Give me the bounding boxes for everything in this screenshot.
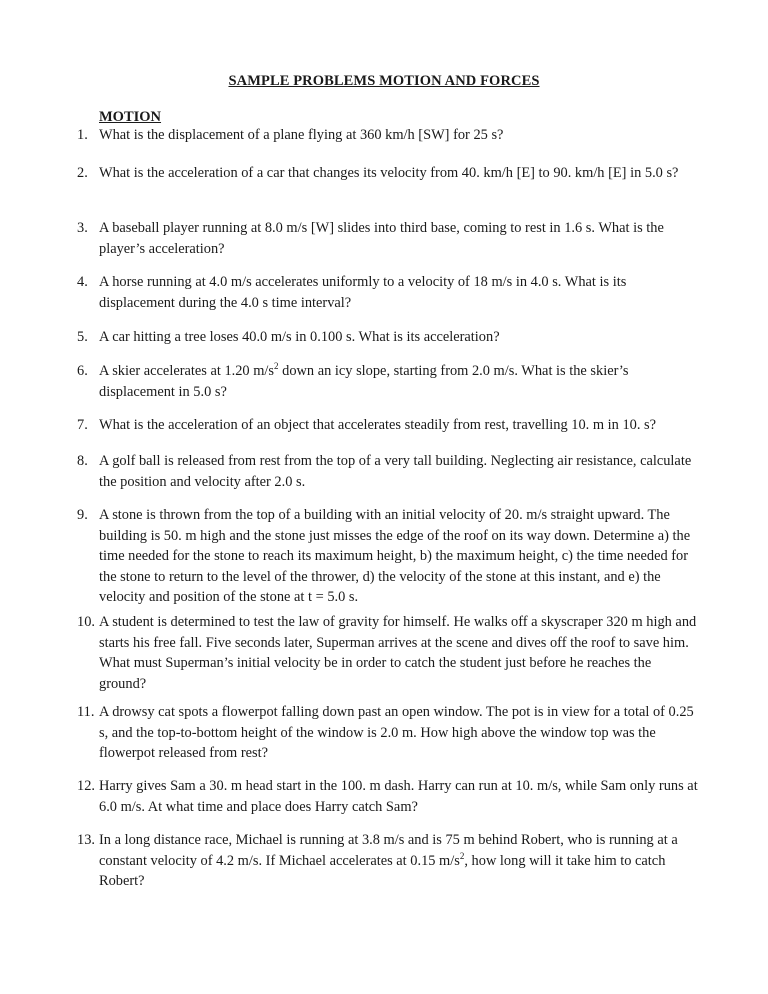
problem-text: A baseball player running at 8.0 m/s [W] slides into third base, coming to rest in 1.6 s. What is the player’s acceleration? [99, 220, 664, 257]
problem-number: 11. [77, 704, 95, 720]
problem-5 [77, 327, 699, 348]
problem-3 [77, 218, 699, 259]
problem-number: 7. [77, 417, 88, 433]
problem-text: Harry gives Sam a 30. m head start in the 100. m dash. Harry can run at 10. m/s, while Sam only runs at 6.0 m/s. At what time and place does Harry catch Sam? [99, 778, 698, 815]
problem-12 [77, 776, 699, 817]
problem-number: 13. [77, 832, 95, 848]
problem-9 [77, 505, 699, 608]
problem-text: A horse running at 4.0 m/s accelerates uniformly to a velocity of 18 m/s in 4.0 s. What is its displacement during the 4.0 s time interval? [99, 274, 627, 311]
problem-text: A drowsy cat spots a flowerpot falling down past an open window. The pot is in view for a total of 0.25 s, and the top-to-bottom height of the window is 2.0 m. How high above the window top was the flowerpot released from rest? [99, 704, 694, 761]
problem-text [99, 361, 699, 402]
problem-number: 4. [77, 274, 88, 290]
problem-7 [77, 415, 699, 436]
problem-text-part: In a long distance race, Michael is running at 3.8 m/s and is 75 m behind Robert, who is running at a constant velocity of 4.2 m/s. If Michael accelerates at 0.15 m/s [99, 832, 678, 869]
problem-13 [77, 830, 699, 892]
problem-number: 12. [77, 778, 95, 794]
problem-text: What is the acceleration of an object that accelerates steadily from rest, travelling 10. m in 10. s? [99, 417, 657, 433]
document-title: SAMPLE PROBLEMS MOTION AND FORCES [228, 73, 540, 89]
problem-11 [77, 702, 699, 764]
problem-2 [77, 163, 699, 184]
problem-number: 5. [77, 329, 88, 345]
problem-text-part: A skier accelerates at 1.20 m/s [99, 363, 275, 379]
problem-text: What is the displacement of a plane flying at 360 km/h [SW] for 25 s? [99, 127, 504, 143]
problem-10 [77, 612, 699, 694]
problem-text-part: , how long will it take him to catch Robert? [99, 852, 666, 889]
problem-number: 9. [77, 507, 88, 523]
problem-number: 1. [77, 127, 88, 143]
section-heading-motion: MOTION [99, 109, 162, 125]
problem-text [99, 830, 699, 892]
problem-text: A student is determined to test the law of gravity for himself. He walks off a skyscraper 320 m high and starts his free fall. Five seconds later, Superman arrives at the scene and dives off the roof to save him. What must Superman’s initial velocity be in order to catch the student just before he reaches the ground? [99, 614, 697, 692]
problem-4 [77, 272, 699, 313]
problem-text: What is the acceleration of a car that changes its velocity from 40. km/h [E] to 90. km/h [E] in 5.0 s? [99, 165, 679, 181]
problem-number: 2. [77, 165, 88, 181]
problem-text: A golf ball is released from rest from the top of a very tall building. Neglecting air resistance, calculate the position and velocity after 2.0 s. [99, 453, 692, 490]
problem-number: 10. [77, 614, 95, 630]
problem-1 [77, 125, 699, 146]
superscript-exponent: 2 [274, 361, 279, 372]
problem-number: 3. [77, 220, 88, 236]
problem-6 [77, 361, 699, 402]
superscript-exponent: 2 [459, 850, 465, 861]
problem-text: A stone is thrown from the top of a building with an initial velocity of 20. m/s straight upward. The building is 50. m high and the stone just misses the edge of the roof on its way down. Determine a) the time needed for the stone to reach its maximum height, b) the maximum height, c) the time needed for the stone to return to the level of the thrower, d) the velocity of the stone at this instant, and e) the velocity and position of the stone at t = 5.0 s. [99, 507, 691, 605]
problem-8 [77, 451, 699, 492]
problem-text: A car hitting a tree loses 40.0 m/s in 0.100 s. What is its acceleration? [99, 329, 500, 345]
problem-number: 8. [77, 453, 88, 469]
problem-number: 6. [77, 363, 88, 379]
problem-text-part: down an icy slope, starting from 2.0 m/s. What is the skier’s displacement in 5.0 s? [99, 363, 629, 400]
